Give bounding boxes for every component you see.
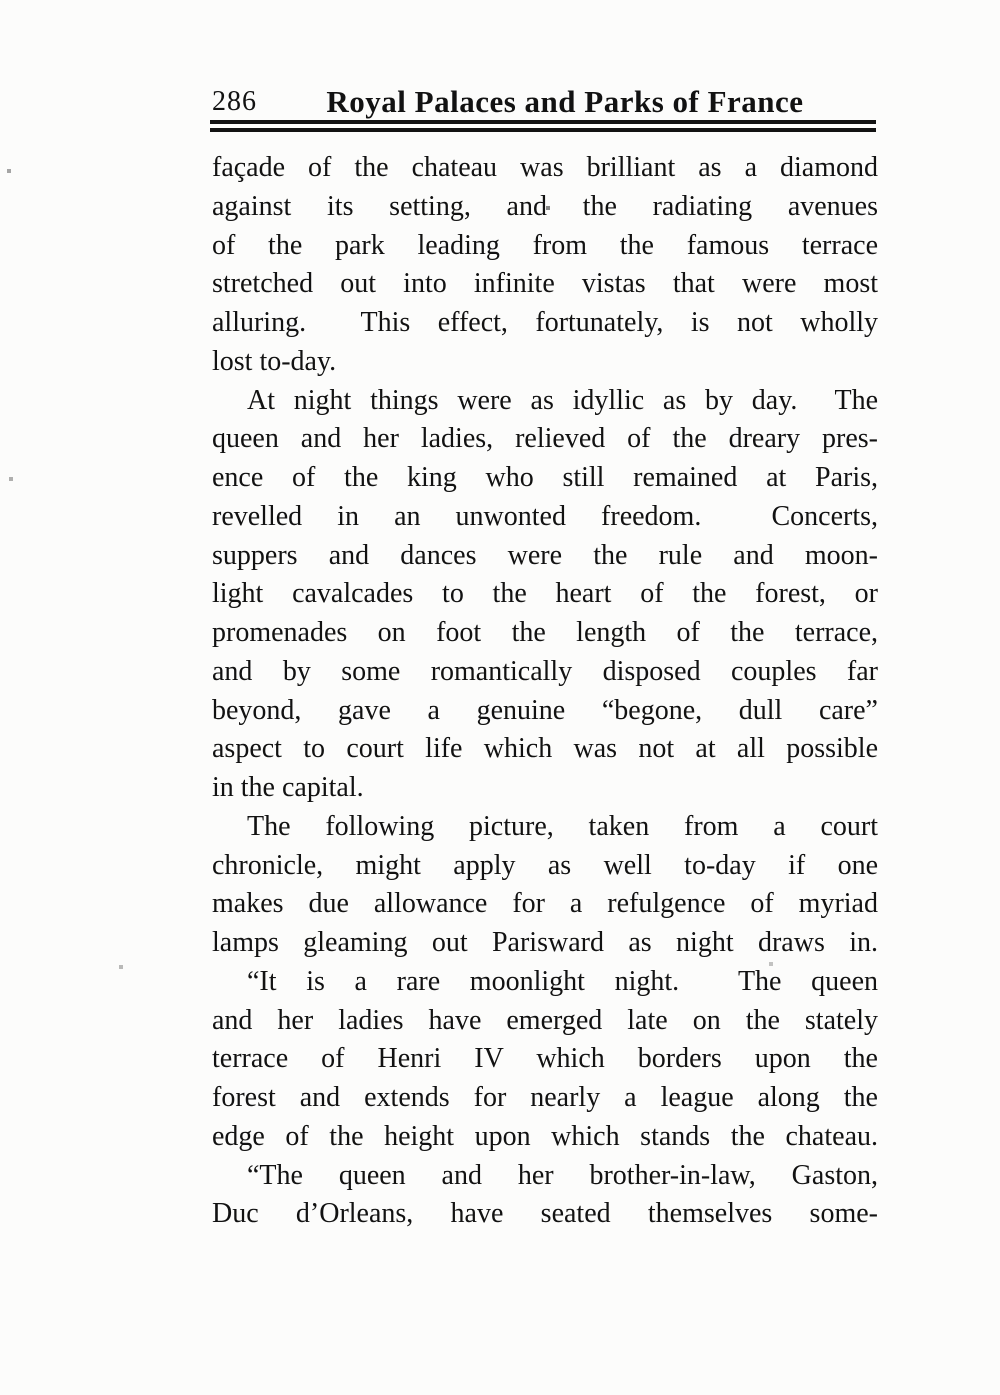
paragraph <box>212 808 878 963</box>
paragraph <box>212 963 878 1157</box>
text-line: queen and her ladies, relieved of the dreary pres- <box>212 423 878 455</box>
text-line: “It is a rare moonlight night. The queen <box>247 965 878 997</box>
running-title: Royal Palaces and Parks of France <box>326 84 804 119</box>
text-line: The following picture, taken from a court <box>247 810 878 842</box>
text-line: alluring. This effect, fortunately, is not wholly <box>212 307 878 338</box>
paragraph <box>212 149 878 382</box>
text-line: revelled in an unwonted freedom. Concerts, <box>212 500 878 532</box>
text-body <box>212 149 878 1234</box>
text-line: forest and extends for nearly a league along the <box>212 1082 878 1113</box>
text-line: aspect to court life which was not at all possible <box>212 733 878 765</box>
paragraph <box>212 382 878 808</box>
text-line: of the park leading from the famous terrace <box>212 229 878 261</box>
text-line: lost to-day. <box>212 345 337 377</box>
paragraph <box>212 1157 878 1235</box>
text-line: façade of the chateau was brilliant as a diamond <box>212 152 878 183</box>
text-line: light cavalcades to the heart of the forest, or <box>212 578 878 610</box>
text-line: and her ladies have emerged late on the stately <box>212 1004 878 1036</box>
text-line: terrace of Henri IV which borders upon the <box>212 1043 878 1075</box>
text-line: in the capital. <box>212 772 364 803</box>
header-double-rule <box>210 120 876 132</box>
text-line: suppers and dances were the rule and moon- <box>212 539 878 571</box>
text-line: At night things were as idyllic as by day. The <box>247 384 878 416</box>
page-number: 286 <box>212 86 257 117</box>
text-line: and by some romantically disposed couples far <box>212 655 878 687</box>
text-line: ence of the king who still remained at Paris, <box>212 462 878 493</box>
text-line: promenades on foot the length of the terrace, <box>212 617 878 648</box>
text-line: stretched out into infinite vistas that were most <box>212 268 878 300</box>
text-line: against its setting, and the radiating avenues <box>212 190 878 222</box>
text-line: lamps gleaming out Parisward as night draws in. <box>212 927 878 958</box>
text-line: beyond, gave a genuine “begone, dull care” <box>212 694 878 726</box>
text-line: Duc d’Orleans, have seated themselves some- <box>212 1198 878 1230</box>
page-header <box>212 84 878 118</box>
text-line: chronicle, might apply as well to-day if one <box>212 849 878 881</box>
text-line: makes due allowance for a refulgence of myriad <box>212 888 878 920</box>
scan-speckles <box>0 0 2 2</box>
text-line: “The queen and her brother-in-law, Gaston, <box>247 1159 878 1191</box>
text-line: edge of the height upon which stands the chateau. <box>212 1120 878 1152</box>
